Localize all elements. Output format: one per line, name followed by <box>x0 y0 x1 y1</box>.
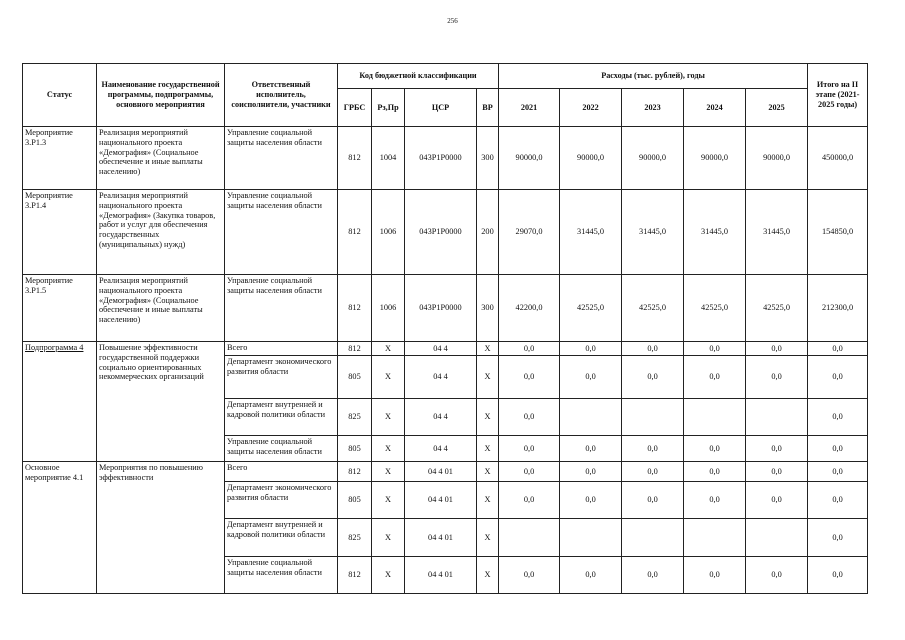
vr-cell: 200 <box>477 190 499 275</box>
grbs-cell: 805 <box>338 356 372 399</box>
rzpr-cell: Х <box>372 557 405 594</box>
total-cell: 0,0 <box>808 462 868 482</box>
csr-cell: 04 4 01 <box>405 519 477 557</box>
name-cell: Повышение эффективности государственной поддержки социально ориентированных некоммерческих организаций <box>97 342 225 462</box>
total-cell: 0,0 <box>808 342 868 356</box>
year-value-cell: 0,0 <box>622 342 684 356</box>
year-value-cell: 0,0 <box>684 557 746 594</box>
total-cell: 0,0 <box>808 436 868 462</box>
year-value-cell: 0,0 <box>560 462 622 482</box>
csr-cell: 04 4 <box>405 436 477 462</box>
year-value-cell: 90000,0 <box>499 127 560 190</box>
grbs-cell: 805 <box>338 482 372 519</box>
csr-cell: 04 4 <box>405 342 477 356</box>
year-value-cell: 0,0 <box>746 436 808 462</box>
year-value-cell: 0,0 <box>560 436 622 462</box>
vr-cell: Х <box>477 342 499 356</box>
grbs-cell: 812 <box>338 275 372 342</box>
year-value-cell: 42200,0 <box>499 275 560 342</box>
header-year: 2025 <box>746 89 808 127</box>
page-number: 256 <box>447 17 458 25</box>
header-csr: ЦСР <box>405 89 477 127</box>
status-cell: Мероприятие 3.Р1.5 <box>23 275 97 342</box>
vr-cell: 300 <box>477 127 499 190</box>
header-vr: ВР <box>477 89 499 127</box>
header-executor: Ответственный исполнитель, соисполнители, участники <box>225 64 338 127</box>
year-value-cell: 0,0 <box>560 356 622 399</box>
csr-cell: 043Р1Р0000 <box>405 127 477 190</box>
year-value-cell <box>684 519 746 557</box>
executor-cell: Департамент экономического развития области <box>225 356 338 399</box>
header-budget-code: Код бюджетной классификации <box>338 64 499 89</box>
vr-cell: 300 <box>477 275 499 342</box>
year-value-cell: 0,0 <box>499 482 560 519</box>
status-cell: Мероприятие 3.Р1.4 <box>23 190 97 275</box>
grbs-cell: 805 <box>338 436 372 462</box>
grbs-cell: 812 <box>338 190 372 275</box>
year-value-cell <box>746 519 808 557</box>
executor-cell: Управление социальной защиты населения области <box>225 190 338 275</box>
year-value-cell: 0,0 <box>499 557 560 594</box>
year-value-cell: 0,0 <box>499 436 560 462</box>
total-cell: 450000,0 <box>808 127 868 190</box>
vr-cell: Х <box>477 399 499 436</box>
year-value-cell: 0,0 <box>560 342 622 356</box>
executor-cell: Всего <box>225 462 338 482</box>
table-row <box>23 190 868 275</box>
rzpr-cell: Х <box>372 356 405 399</box>
year-value-cell: 31445,0 <box>560 190 622 275</box>
year-value-cell: 0,0 <box>746 356 808 399</box>
year-value-cell <box>622 519 684 557</box>
header-year: 2023 <box>622 89 684 127</box>
table-body <box>23 127 868 594</box>
year-value-cell: 0,0 <box>622 356 684 399</box>
grbs-cell: 812 <box>338 557 372 594</box>
table-row <box>23 275 868 342</box>
csr-cell: 04 4 <box>405 356 477 399</box>
rzpr-cell: Х <box>372 462 405 482</box>
rzpr-cell: 1006 <box>372 190 405 275</box>
executor-cell: Управление социальной защиты населения области <box>225 275 338 342</box>
year-value-cell: 0,0 <box>746 462 808 482</box>
grbs-cell: 812 <box>338 127 372 190</box>
year-value-cell <box>560 519 622 557</box>
name-cell: Реализация мероприятий национального проекта «Демография» (Социальное обеспечение и иные выплаты населению) <box>97 127 225 190</box>
year-value-cell: 0,0 <box>684 342 746 356</box>
rzpr-cell: 1004 <box>372 127 405 190</box>
year-value-cell: 0,0 <box>684 356 746 399</box>
header-name: Наименование государственной программы, подпрограммы, основного мероприятия <box>97 64 225 127</box>
name-cell: Мероприятия по повышению эффективности <box>97 462 225 594</box>
rzpr-cell: Х <box>372 482 405 519</box>
vr-cell: Х <box>477 519 499 557</box>
total-cell: 0,0 <box>808 482 868 519</box>
year-value-cell <box>622 399 684 436</box>
year-value-cell: 0,0 <box>560 482 622 519</box>
executor-cell: Управление социальной защиты населения области <box>225 127 338 190</box>
rzpr-cell: Х <box>372 399 405 436</box>
year-value-cell: 42525,0 <box>560 275 622 342</box>
status-cell: Мероприятие 3.Р1.3 <box>23 127 97 190</box>
year-value-cell: 31445,0 <box>746 190 808 275</box>
csr-cell: 04 4 01 <box>405 557 477 594</box>
csr-cell: 043Р1Р0000 <box>405 190 477 275</box>
table-header <box>23 64 868 127</box>
year-value-cell: 0,0 <box>499 399 560 436</box>
total-cell: 0,0 <box>808 399 868 436</box>
grbs-cell: 812 <box>338 462 372 482</box>
header-status: Статус <box>23 64 97 127</box>
year-value-cell: 0,0 <box>622 482 684 519</box>
rzpr-cell: 1006 <box>372 275 405 342</box>
rzpr-cell: Х <box>372 436 405 462</box>
table-row <box>23 342 868 356</box>
executor-cell: Управление социальной защиты населения области <box>225 557 338 594</box>
vr-cell: Х <box>477 462 499 482</box>
csr-cell: 04 4 01 <box>405 482 477 519</box>
status-cell: Основное мероприятие 4.1 <box>23 462 97 594</box>
year-value-cell: 0,0 <box>746 557 808 594</box>
header-year: 2024 <box>684 89 746 127</box>
year-value-cell: 42525,0 <box>684 275 746 342</box>
year-value-cell <box>560 399 622 436</box>
executor-cell: Департамент внутренней и кадровой политики области <box>225 519 338 557</box>
header-rzpr: Рз,Пр <box>372 89 405 127</box>
vr-cell: Х <box>477 557 499 594</box>
header-grbs: ГРБС <box>338 89 372 127</box>
header-total: Итого на II этапе (2021-2025 годы) <box>808 64 868 127</box>
year-value-cell: 0,0 <box>560 557 622 594</box>
name-cell: Реализация мероприятий национального проекта «Демография» (Социальное обеспечение и иные выплаты населению) <box>97 275 225 342</box>
executor-cell: Департамент экономического развития области <box>225 482 338 519</box>
year-value-cell <box>684 399 746 436</box>
year-value-cell <box>499 519 560 557</box>
year-value-cell: 0,0 <box>684 482 746 519</box>
year-value-cell: 29070,0 <box>499 190 560 275</box>
year-value-cell: 0,0 <box>499 342 560 356</box>
year-value-cell: 0,0 <box>622 462 684 482</box>
csr-cell: 04 4 <box>405 399 477 436</box>
rzpr-cell: Х <box>372 342 405 356</box>
table-row <box>23 462 868 482</box>
year-value-cell: 0,0 <box>499 356 560 399</box>
rzpr-cell: Х <box>372 519 405 557</box>
budget-table <box>22 63 868 594</box>
total-cell: 212300,0 <box>808 275 868 342</box>
csr-cell: 04 4 01 <box>405 462 477 482</box>
grbs-cell: 825 <box>338 519 372 557</box>
name-cell: Реализация мероприятий национального проекта «Демография» (Закупка товаров, работ и услуг для обеспечения государственных (муниципальных) нужд) <box>97 190 225 275</box>
year-value-cell: 0,0 <box>684 462 746 482</box>
year-value-cell: 90000,0 <box>684 127 746 190</box>
year-value-cell: 42525,0 <box>622 275 684 342</box>
year-value-cell: 42525,0 <box>746 275 808 342</box>
total-cell: 0,0 <box>808 557 868 594</box>
total-cell: 0,0 <box>808 519 868 557</box>
year-value-cell: 0,0 <box>684 436 746 462</box>
total-cell: 154850,0 <box>808 190 868 275</box>
header-expenses: Расходы (тыс. рублей), годы <box>499 64 808 89</box>
year-value-cell: 31445,0 <box>622 190 684 275</box>
year-value-cell <box>746 399 808 436</box>
status-cell: Подпрограмма 4 <box>23 342 97 462</box>
vr-cell: Х <box>477 436 499 462</box>
header-year: 2021 <box>499 89 560 127</box>
header-year: 2022 <box>560 89 622 127</box>
year-value-cell: 90000,0 <box>622 127 684 190</box>
year-value-cell: 90000,0 <box>746 127 808 190</box>
grbs-cell: 812 <box>338 342 372 356</box>
total-cell: 0,0 <box>808 356 868 399</box>
year-value-cell: 0,0 <box>746 342 808 356</box>
year-value-cell: 0,0 <box>622 436 684 462</box>
grbs-cell: 825 <box>338 399 372 436</box>
year-value-cell: 0,0 <box>746 482 808 519</box>
vr-cell: Х <box>477 356 499 399</box>
executor-cell: Управление социальной защиты населения области <box>225 436 338 462</box>
year-value-cell: 90000,0 <box>560 127 622 190</box>
executor-cell: Всего <box>225 342 338 356</box>
year-value-cell: 0,0 <box>622 557 684 594</box>
table-row <box>23 127 868 190</box>
year-value-cell: 0,0 <box>499 462 560 482</box>
csr-cell: 043Р1Р0000 <box>405 275 477 342</box>
executor-cell: Департамент внутренней и кадровой политики области <box>225 399 338 436</box>
year-value-cell: 31445,0 <box>684 190 746 275</box>
vr-cell: Х <box>477 482 499 519</box>
